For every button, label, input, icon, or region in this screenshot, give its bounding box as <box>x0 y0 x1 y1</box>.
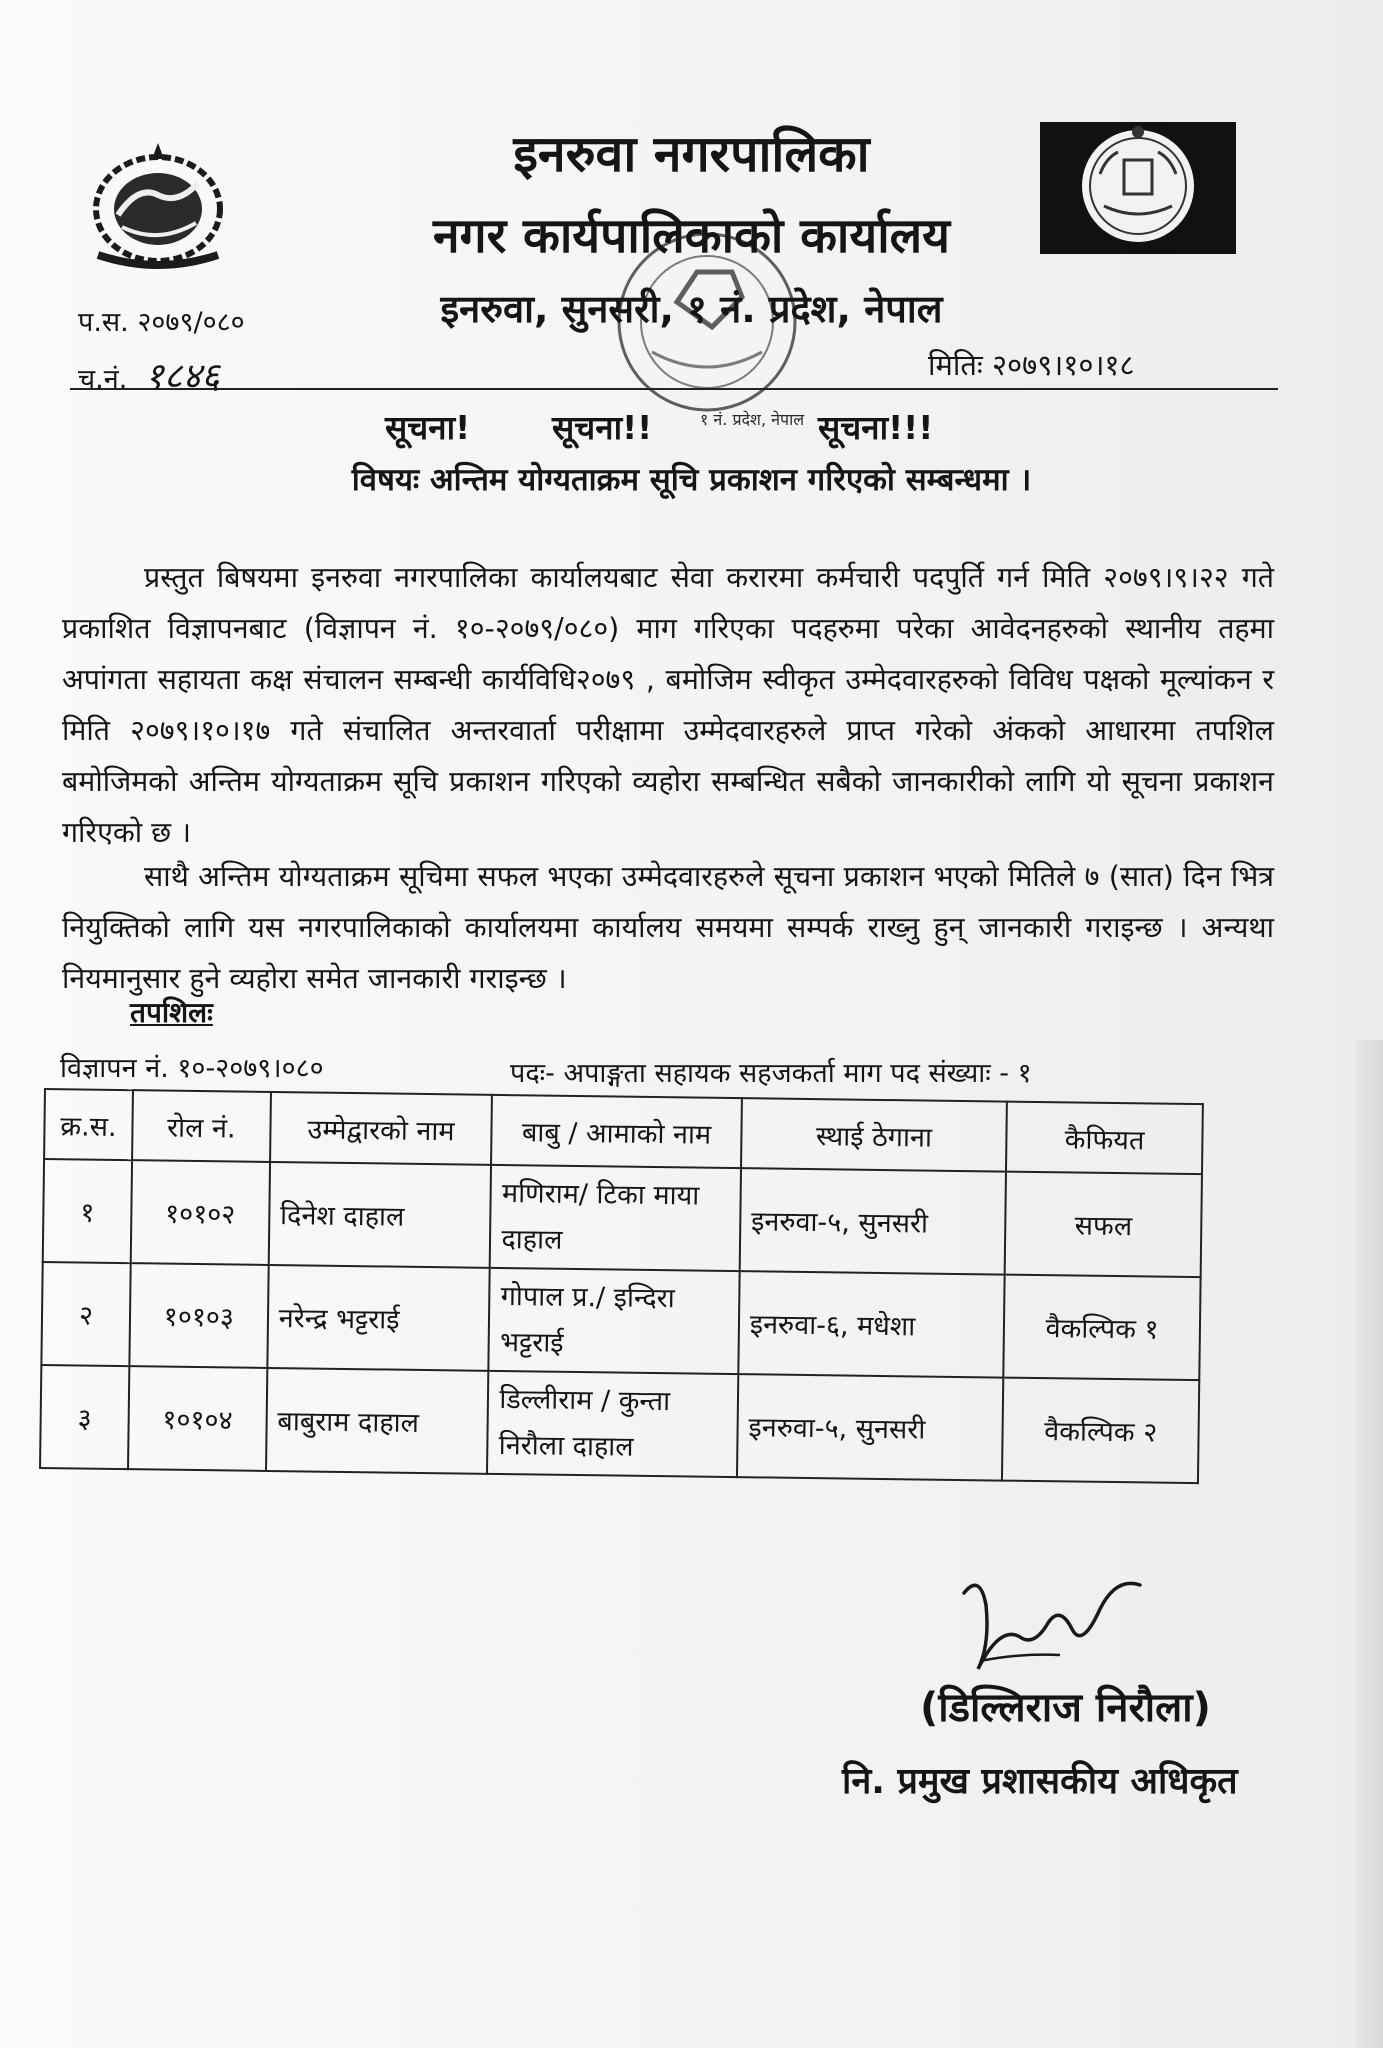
signatory-name: (डिल्लिराज निरौला) <box>920 1685 1211 1731</box>
signature-icon <box>950 1565 1150 1685</box>
header-divider <box>70 388 1278 390</box>
serial-cell: २ <box>41 1262 130 1366</box>
parents-cell: मणिराम/ टिका माया दाहाल <box>490 1165 741 1271</box>
remark-cell: वैकल्पिक २ <box>1002 1378 1199 1484</box>
roll-cell: १०१०४ <box>128 1366 267 1471</box>
roll-cell: १०१०२ <box>131 1160 270 1265</box>
notice-word-3: सूचना!!! <box>818 408 934 447</box>
column-header: रोल नं. <box>132 1090 271 1162</box>
roll-cell: १०१०३ <box>129 1263 268 1368</box>
address-cell: इनरुवा-५, सुनसरी <box>737 1374 1004 1480</box>
office-subtitle: नगर कार्यपालिकाको कार्यालय <box>432 208 951 264</box>
table-row <box>40 1365 1199 1483</box>
advertisement-number: विज्ञापन नं. १०-२०७९।०८० <box>60 1053 324 1084</box>
serial-cell: १ <box>43 1159 132 1263</box>
column-header: कैफियत <box>1006 1102 1203 1175</box>
candidate-name-cell: नरेन्द्र भट्टराई <box>267 1265 490 1371</box>
column-header: स्थाई ठेगाना <box>741 1098 1007 1171</box>
page-edge-shadow <box>1355 1040 1383 2048</box>
dispatch-label: च.नं. <box>78 364 128 395</box>
address-cell: इनरुवा-५, सुनसरी <box>740 1168 1007 1274</box>
candidate-name-cell: दिनेश दाहाल <box>268 1162 491 1268</box>
stamp-text: १ नं. प्रदेश, नेपाल <box>700 410 805 429</box>
merit-list-table <box>39 1088 1204 1484</box>
fiscal-year: प.स. २०७९/०८० <box>78 307 245 338</box>
parents-cell: गोपाल प्र./ इन्दिरा भट्टराई <box>489 1268 740 1374</box>
office-name: इनरुवा नगरपालिका <box>513 125 870 183</box>
notice-word-2: सूचना!! <box>552 408 653 447</box>
address-cell: इनरुवा-६, मधेशा <box>738 1271 1005 1377</box>
parents-cell: डिल्लीराम / कुन्ता निरौला दाहाल <box>487 1371 738 1477</box>
candidate-name-cell: बाबुराम दाहाल <box>266 1368 489 1474</box>
office-address: इनरुवा, सुनसरी, १ नं. प्रदेश, नेपाल <box>440 287 943 331</box>
table-row <box>43 1159 1202 1277</box>
remark-cell: वैकल्पिक १ <box>1004 1275 1201 1381</box>
table-row <box>41 1262 1200 1380</box>
post-line: पदः- अपाङ्गता सहायक सहजकर्ता माग पद संख्याः - १ <box>510 1058 1032 1089</box>
notice-subject: विषयः अन्तिम योग्यताक्रम सूचि प्रकाशन गरिएको सम्बन्धमा । <box>351 462 1032 498</box>
column-header: क्र.स. <box>44 1089 133 1160</box>
issue-date: मितिः २०७९।१०।१८ <box>928 348 1135 382</box>
signatory-title: नि. प्रमुख प्रशासकीय अधिकृत <box>842 1761 1238 1802</box>
column-header: उम्मेद्वारको नाम <box>270 1092 493 1165</box>
serial-cell: ३ <box>40 1365 129 1469</box>
body-paragraph-2: साथै अन्तिम योग्यताक्रम सूचिमा सफल भएका उम्मेदवारहरुले सूचना प्रकाशन भएको मितिले ७ (सात) दिन भित्र नियुक्तिको लागि यस नगरपालिकाको कार्यालयमा कार्यालय समयमा सम्पर्क राख्नु हुन् जानकारी गराइन्छ । अन्यथा नियमानुसार हुने व्यहोरा समेत जानकारी गराइन्छ । <box>62 860 1274 995</box>
dispatch-number: १८४६ <box>145 356 220 397</box>
details-label: तपशिलः <box>130 996 213 1029</box>
notice-word-1: सूचना! <box>385 408 471 447</box>
column-header: बाबु / आमाको नाम <box>491 1095 741 1168</box>
body-paragraph-1: प्रस्तुत बिषयमा इनरुवा नगरपालिका कार्यालयबाट सेवा करारमा कर्मचारी पदपुर्ति गर्न मिति २०७९।९।२२ गते प्रकाशित विज्ञापनबाट (विज्ञापन नं. १०-२०७९/०८०) माग गरिएका पदहरुमा परेका आवेदनहरुको स्थानीय तहमा अपांगता सहायता कक्ष संचालन सम्बन्धी कार्यविधि२०७९ , बमोजिम स्वीकृत उम्मेदवारहरुको विविध पक्षको मूल्यांकन र मिति २०७९।१०।१७ गते संचालित अन्तरवार्ता परीक्षामा उम्मेदवारहरुले प्राप्त गरेको अंकको आधारमा तपशिल बमोजिमको अन्तिम योग्यताक्रम सूचि प्रकाशन गरिएको व्यहोरा सम्बन्धित सबैको जानकारीको लागि यो सूचना प्रकाशन गरिएको छ । <box>62 561 1274 849</box>
remark-cell: सफल <box>1005 1172 1202 1278</box>
